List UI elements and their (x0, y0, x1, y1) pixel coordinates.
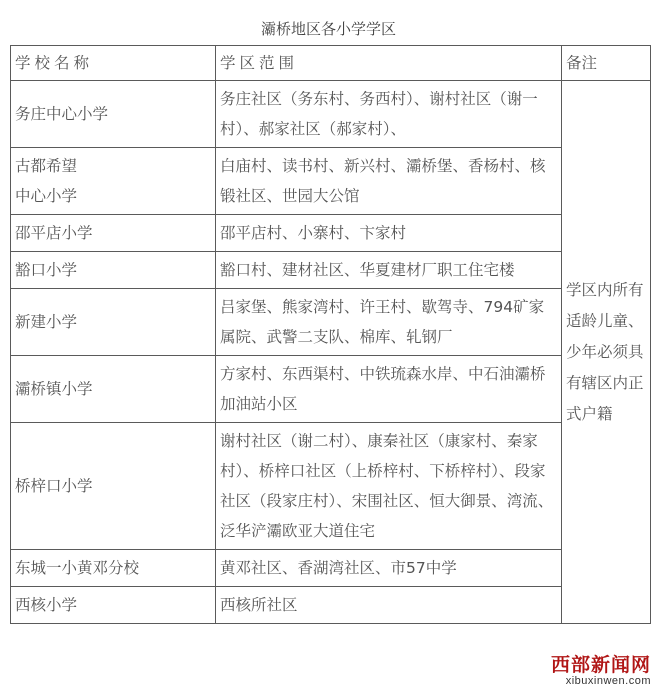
table-row (11, 289, 651, 356)
header-area: 学区范围 (216, 46, 562, 81)
district-area: 黄邓社区、香湖湾社区、市57中学 (216, 550, 562, 587)
school-name: 古都希望 中心小学 (11, 148, 216, 215)
header-note: 备注 (562, 46, 651, 81)
school-name: 务庄中心小学 (11, 81, 216, 148)
district-area: 豁口村、建材社区、华夏建材厂职工住宅楼 (216, 252, 562, 289)
school-name: 豁口小学 (11, 252, 216, 289)
table-row (11, 356, 651, 423)
district-area: 邵平店村、小寨村、卞家村 (216, 215, 562, 252)
school-name: 桥梓口小学 (11, 423, 216, 550)
district-area: 吕家堡、熊家湾村、许王村、歇驾寺、794矿家属院、武警二支队、棉库、轧钢厂 (216, 289, 562, 356)
table-row (11, 252, 651, 289)
district-area: 西核所社区 (216, 587, 562, 624)
watermark-cn: 西部新闻网 (550, 654, 651, 676)
school-district-table (10, 45, 651, 624)
table-row (11, 423, 651, 550)
remark-cell: 学区内所有适龄儿童、少年必须具有辖区内正式户籍 (562, 81, 651, 624)
table-row (11, 148, 651, 215)
school-name: 灞桥镇小学 (11, 356, 216, 423)
table-row (11, 81, 651, 148)
table-row (11, 587, 651, 624)
school-name: 东城一小黄邓分校 (11, 550, 216, 587)
district-area: 方家村、东西渠村、中铁琉森水岸、中石油灞桥加油站小区 (216, 356, 562, 423)
district-area: 白庙村、读书村、新兴村、灞桥堡、香杨村、核锻社区、世园大公馆 (216, 148, 562, 215)
site-watermark (551, 655, 651, 687)
watermark-url: xibuxinwen.com (565, 675, 651, 687)
table-row (11, 550, 651, 587)
table-row (11, 215, 651, 252)
table-header-row (11, 46, 651, 81)
school-name: 西核小学 (11, 587, 216, 624)
district-area: 谢村社区（谢二村）、康秦社区（康家村、秦家村）、桥梓口社区（上桥梓村、下桥梓村）、段家社区（段家庄村）、宋围社区、恒大御景、湾流、泛华浐灞欧亚大道住宅 (216, 423, 562, 550)
page-title: 灞桥地区各小学学区 (260, 20, 396, 38)
school-name: 新建小学 (11, 289, 216, 356)
header-school: 学校名称 (11, 46, 216, 81)
district-area: 务庄社区（务东村、务西村）、谢村社区（谢一村）、郝家社区（郝家村）、 (216, 81, 562, 148)
school-name: 邵平店小学 (11, 215, 216, 252)
